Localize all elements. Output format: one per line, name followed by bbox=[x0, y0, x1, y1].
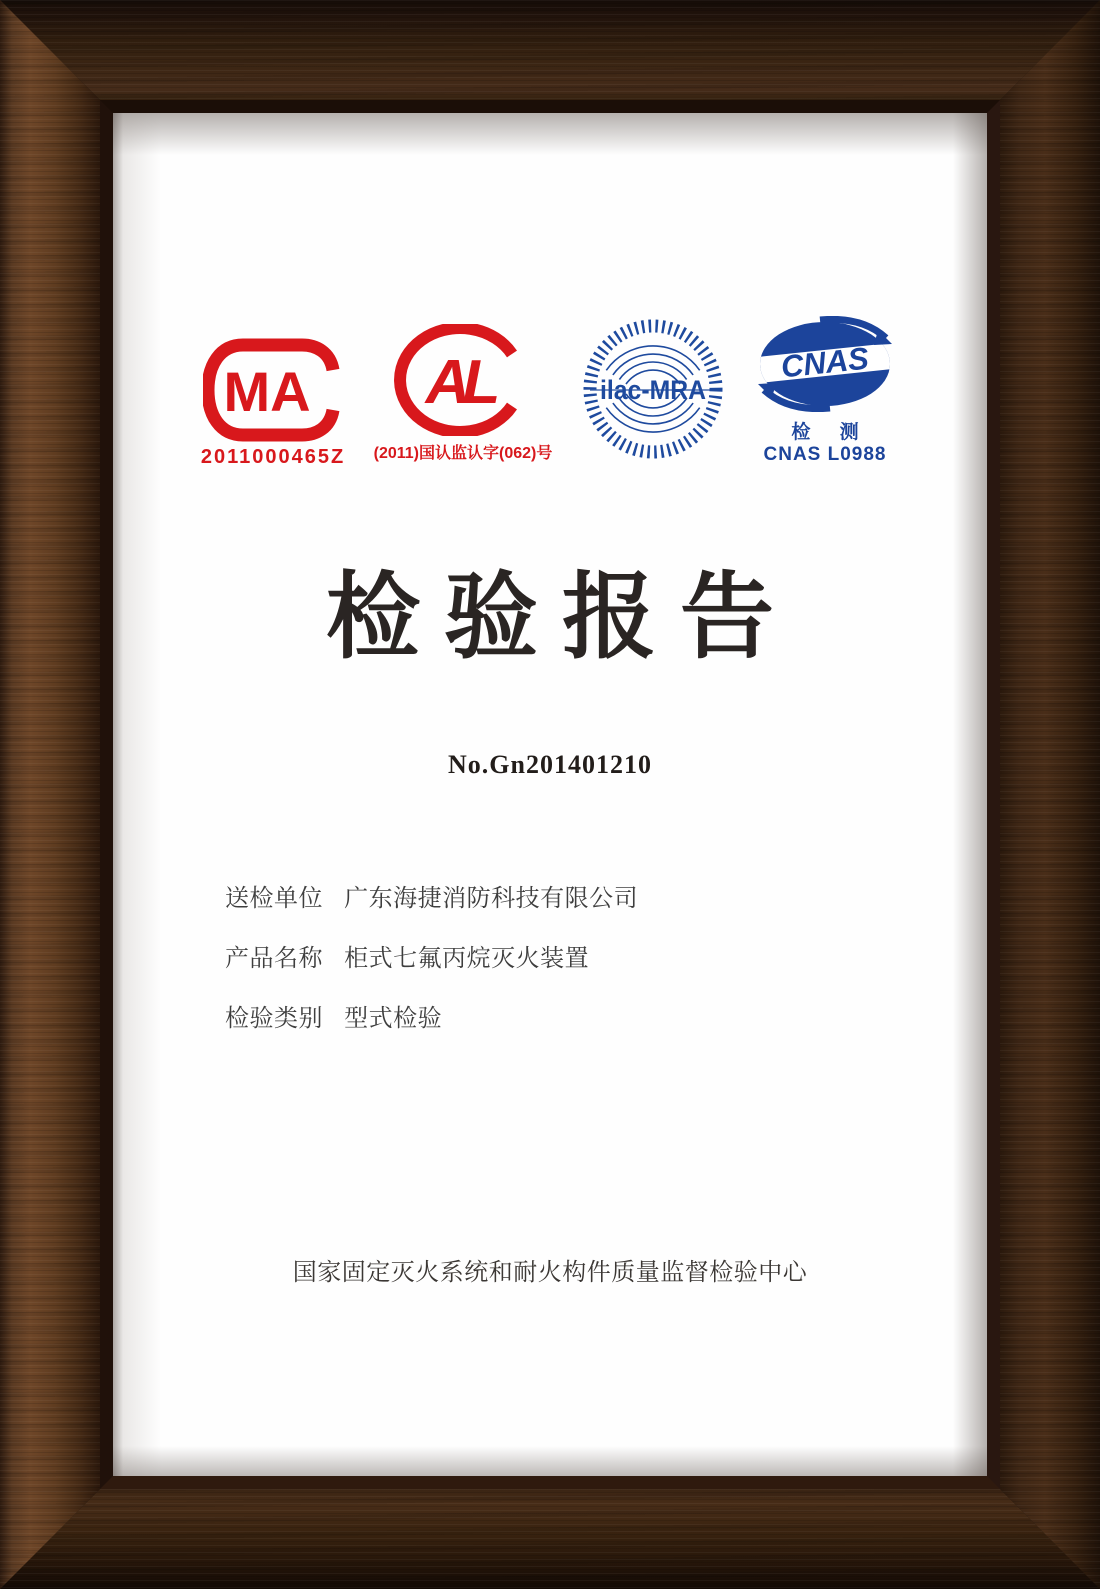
report-fields bbox=[225, 878, 638, 1058]
ilac-mra-seal-icon bbox=[578, 310, 728, 468]
field-row-product bbox=[225, 938, 638, 974]
cnas-registration-number: CNAS L0988 bbox=[763, 444, 887, 465]
cma-certificate-number: 2011000465Z bbox=[200, 446, 346, 468]
svg-text:AL: AL bbox=[425, 348, 493, 417]
field-label: 送检单位 bbox=[225, 885, 323, 912]
accreditation-logos-row bbox=[113, 310, 987, 469]
field-value: 型式检验 bbox=[344, 1005, 443, 1032]
cma-mark-icon bbox=[203, 338, 343, 442]
ilac-mra-logo bbox=[577, 310, 729, 468]
report-title: 检验报告 bbox=[325, 564, 798, 669]
field-row-client bbox=[225, 878, 638, 914]
issuing-organization: 国家固定灭火系统和耐火构件质量监督检验中心 bbox=[292, 1259, 808, 1286]
cnas-mark-icon bbox=[750, 316, 900, 412]
picture-frame-bottom bbox=[0, 1489, 1100, 1589]
cnas-testing-label: 检 测 bbox=[791, 422, 871, 443]
field-label: 产品名称 bbox=[225, 945, 323, 972]
cma-logo bbox=[197, 338, 349, 469]
cnas-logo bbox=[747, 316, 903, 466]
field-value: 柜式七氟丙烷灭火装置 bbox=[344, 945, 590, 972]
report-number: No.Gn201401210 bbox=[448, 750, 652, 779]
svg-text:ilac-MRA: ilac-MRA bbox=[600, 375, 706, 405]
picture-frame-right bbox=[1000, 0, 1100, 1589]
svg-text:MA: MA bbox=[223, 360, 311, 423]
svg-text:CNAS: CNAS bbox=[779, 340, 871, 385]
picture-frame-left bbox=[0, 0, 100, 1589]
document-page bbox=[113, 113, 987, 1476]
cnal-mark-icon bbox=[393, 324, 533, 436]
picture-frame-top bbox=[0, 0, 1100, 100]
cnal-accreditation-number: (2011)国认监认字(062)号 bbox=[373, 445, 553, 462]
field-value: 广东海捷消防科技有限公司 bbox=[344, 885, 639, 912]
field-label: 检验类别 bbox=[225, 1005, 323, 1032]
field-row-inspection-type bbox=[225, 998, 638, 1034]
cnal-logo bbox=[367, 324, 559, 463]
